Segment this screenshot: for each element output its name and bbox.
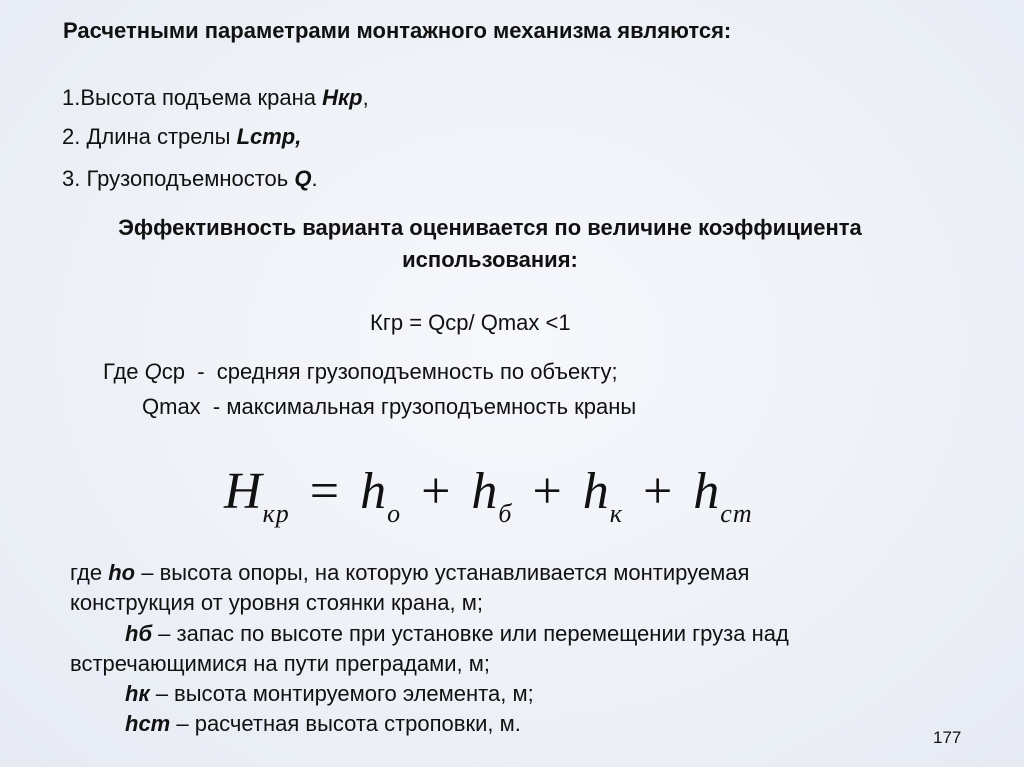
param-item-suffix: , [362,85,369,110]
desc-hk [125,681,534,707]
efficiency-heading: Эффективность варианта оценивается по величине коэффициента использования: [118,215,862,272]
formula-term-sub: ст [720,499,753,528]
param-item-symbol: Lстр, [236,124,302,149]
desc-text: – запас по высоте при установке или перемещении груза над [152,621,789,646]
param-item-text: 2. Длина стрелы [62,124,237,149]
param-item-suffix: . [311,166,318,191]
desc-text: – высота опоры, на которую устанавливается монтируемая [135,560,750,585]
formula-equals: = [309,463,341,520]
ratio-formula: Кгр = Qср/ Qmax <1 [370,310,571,335]
where-symbol: Q [144,359,162,384]
where-line-avg [103,359,618,385]
param-item-symbol: Hкр [322,85,363,110]
param-item-boom-length [62,124,301,150]
formula-plus: + [532,463,563,520]
desc-text: – высота монтируемого элемента, м; [149,681,534,706]
param-item-text: 1.Высота подъема крана [62,85,323,110]
formula-term-sub: б [498,499,513,528]
formula-term-sub: о [387,499,402,528]
desc-text: – расчетная высота строповки, м. [170,711,521,736]
formula-term: h [693,463,721,520]
param-item-height [62,85,369,111]
desc-symbol: hб [125,621,153,646]
formula-lhs-sub: кр [262,499,290,528]
desc-prefix: где [70,560,109,585]
formula-term-sub: к [609,499,623,528]
where-line-max: Qmax - максимальная грузоподъемность краны [142,394,637,419]
formula-plus: + [421,463,452,520]
desc-symbol: hк [125,681,150,706]
param-item-symbol: Q [294,166,312,191]
formula-plus: + [642,463,674,520]
param-item-capacity [62,166,318,192]
desc-symbol: hо [108,560,136,585]
where-prefix: Где [103,359,145,384]
where-text: ср - средняя грузоподъемность по объекту; [161,359,618,384]
desc-symbol: hст [125,711,171,736]
desc-hb-continued: встречающимися на пути преградами, м; [70,651,490,676]
height-formula [224,462,753,529]
formula-lhs: H [224,463,263,520]
desc-ho [70,560,749,586]
desc-hb [125,621,789,647]
desc-hst [125,711,521,737]
slide-heading: Расчетными параметрами монтажного механизма являются: [63,18,732,43]
formula-term: h [582,463,610,520]
page-number: 177 [933,728,962,747]
formula-term: h [471,463,499,520]
formula-term: h [360,463,388,520]
desc-ho-continued: конструкция от уровня стоянки крана, м; [70,590,483,615]
param-item-text: 3. Грузоподъемностоь [62,166,295,191]
